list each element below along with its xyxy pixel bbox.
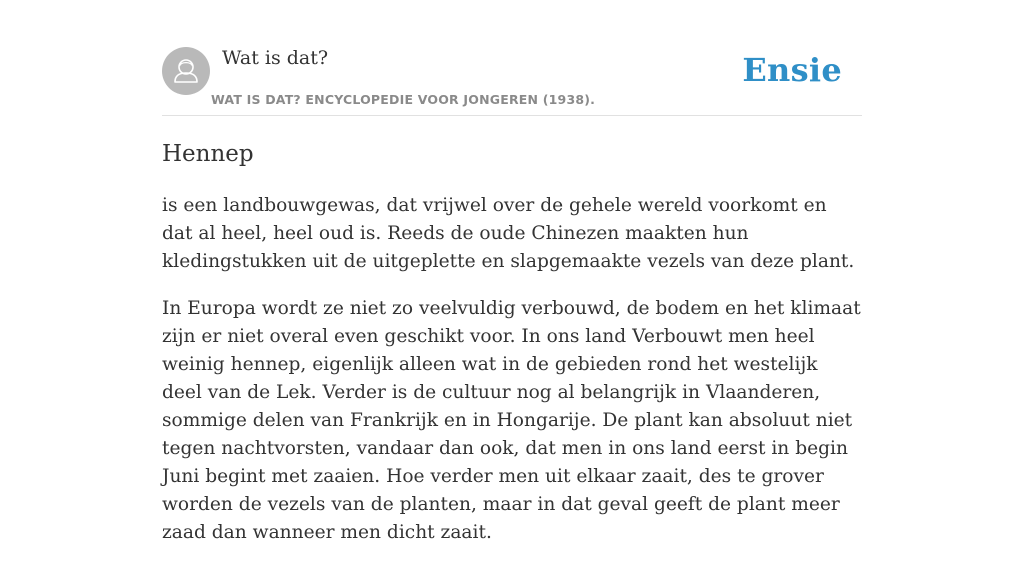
author-name[interactable]: Wat is dat? (222, 47, 329, 69)
article-paragraph: is een landbouwgewas, dat vrijwel over de gehele wereld voorkomt en dat al heel, heel oud is. Reeds de oude Chinezen maakten hun kledingstukken uit de uitgeplette en slapgemaakte vezels van deze plant. (162, 195, 855, 272)
article-header (162, 46, 862, 116)
user-icon (162, 47, 210, 95)
brand-logo[interactable]: Ensie (742, 51, 842, 89)
article-title: Hennep (162, 141, 254, 167)
article-paragraph: In Europa wordt ze niet zo veelvuldig verbouwd, de bodem en het klimaat zijn er niet overal even geschikt voor. In ons land Verbouwt men heel weinig hennep, eigenlijk alleen wat in de gebieden rond het westelijk deel van de Lek. Verder is de cultuur nog al belangrijk in Vlaanderen, sommige delen van Frankrijk en in Hongarije. De plant kan absoluut niet tegen nachtvorsten, vandaar dan ook, dat men in ons land eerst in begin Juni begint met zaaien. Hoe verder men uit elkaar zaait, des te grover worden de vezels van de planten, maar in dat geval geeft de plant meer zaad dan wanneer men dicht zaait. (162, 298, 861, 543)
source-title[interactable]: WAT IS DAT? ENCYCLOPEDIE VOOR JONGEREN (1938). (211, 92, 596, 107)
article-body (162, 192, 862, 566)
author-avatar[interactable] (162, 47, 210, 95)
